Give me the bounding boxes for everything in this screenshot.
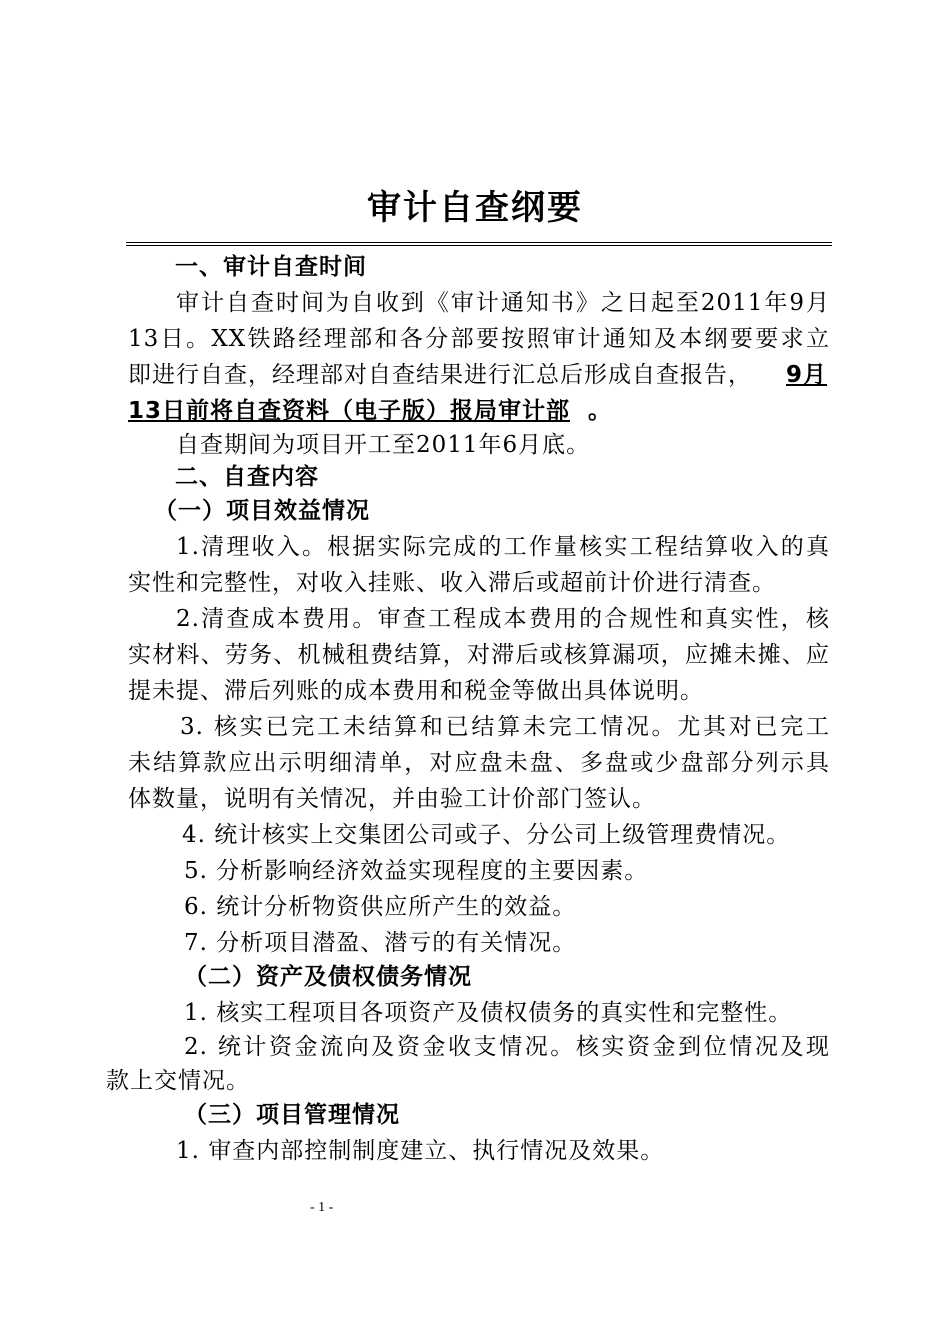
list-item: 7. 分析项目潜盈、潜亏的有关情况。 — [184, 930, 577, 956]
section-heading-time: 一、审计自查时间 — [175, 254, 367, 280]
list-item-line: 提未提、滞后列账的成本费用和税金等做出具体说明。 — [128, 678, 704, 704]
page-number: - 1 - — [310, 1200, 334, 1215]
list-item-line: 1.清理收入。根据实际完成的工作量核实工程结算收入的真 — [176, 534, 830, 560]
deadline-emphasis: 13日前将自查资料（电子版）报局审计部 — [128, 398, 571, 424]
paragraph-line: 13日。XX铁路经理部和各分部要按照审计通知及本纲要要求立 — [128, 326, 830, 352]
subsection-heading-management: （三）项目管理情况 — [184, 1102, 400, 1128]
subsection-heading-assets: （二）资产及债权债务情况 — [184, 964, 472, 990]
list-item: 5. 分析影响经济效益实现程度的主要因素。 — [184, 858, 649, 884]
list-item: 6. 统计分析物资供应所产生的效益。 — [184, 894, 577, 920]
list-item: 4. 统计核实上交集团公司或子、分公司上级管理费情况。 — [182, 822, 791, 848]
sentence-end: 。 — [588, 398, 612, 424]
paragraph-line: 即进行自查，经理部对自查结果进行汇总后形成自查报告， — [128, 362, 752, 388]
deadline-emphasis: 9月 — [786, 362, 828, 388]
list-item: 1. 核实工程项目各项资产及债权债务的真实性和完整性。 — [184, 1000, 793, 1026]
section-heading-content: 二、自查内容 — [175, 464, 319, 490]
subsection-heading-benefit: （一）项目效益情况 — [154, 498, 370, 524]
list-item: 1. 审查内部控制制度建立、执行情况及效果。 — [176, 1138, 665, 1164]
list-item-line: 体数量，说明有关情况，并由验工计价部门签认。 — [128, 786, 656, 812]
list-item-line: 实材料、劳务、机械租费结算，对滞后或核算漏项，应摊未摊、应 — [128, 642, 830, 668]
list-item-line: 未结算款应出示明细清单，对应盘未盘、多盘或少盘部分列示具 — [128, 750, 830, 776]
list-item-line: 实性和完整性，对收入挂账、收入滞后或超前计价进行清查。 — [128, 570, 776, 596]
list-item-line: 款上交情况。 — [106, 1068, 250, 1094]
document-title: 审计自查纲要 — [367, 188, 583, 228]
paragraph-line: 审计自查时间为自收到《审计通知书》之日起至2011年9月 — [176, 290, 830, 316]
list-item-line: 3. 核实已完工未结算和已结算未完工情况。尤其对已完工 — [180, 714, 830, 740]
list-item-line: 2. 统计资金流向及资金收支情况。核实资金到位情况及现 — [184, 1034, 830, 1060]
list-item-line: 2.清查成本费用。审查工程成本费用的合规性和真实性，核 — [176, 606, 830, 632]
title-double-rule — [126, 242, 832, 247]
paragraph-line: 自查期间为项目开工至2011年6月底。 — [176, 432, 591, 458]
